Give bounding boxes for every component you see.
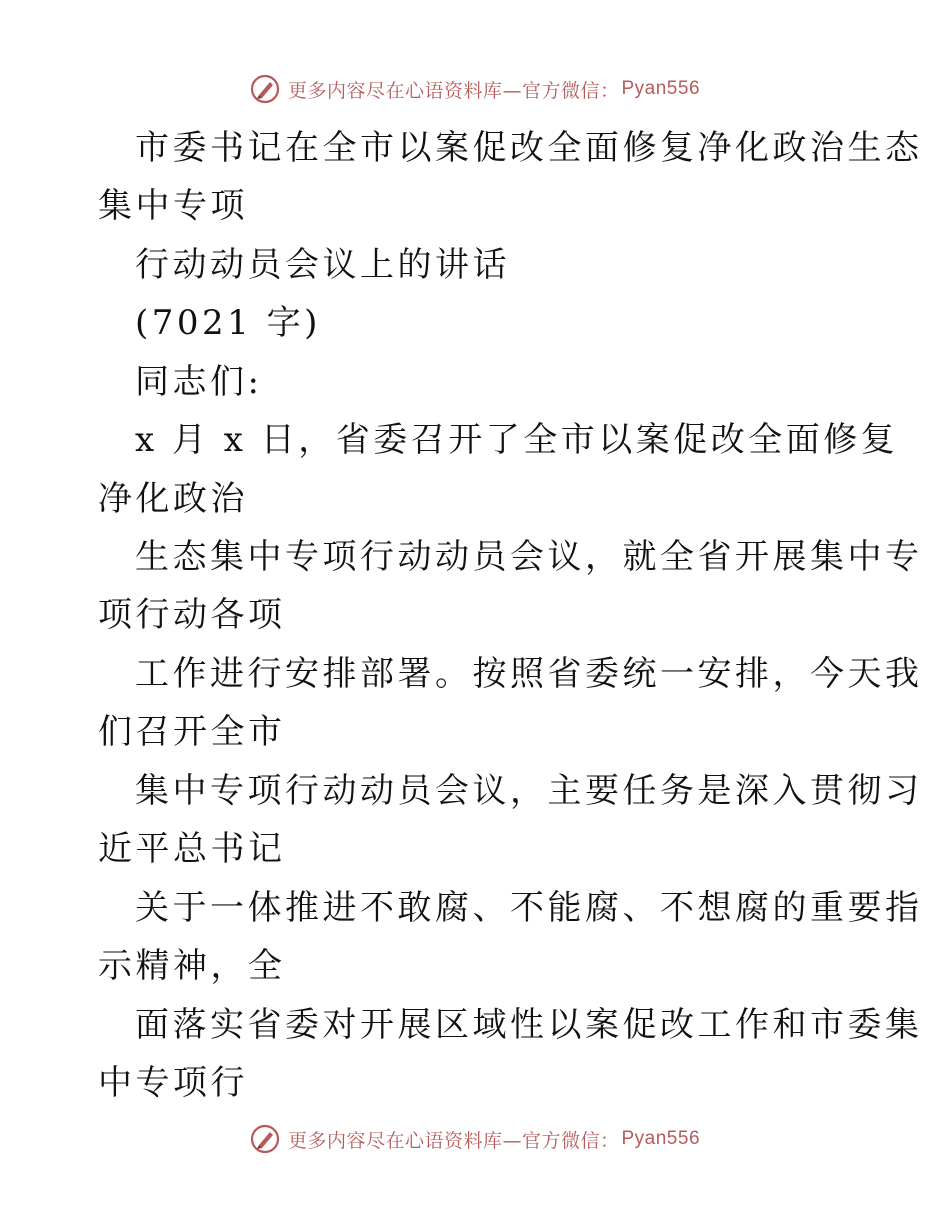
paragraph-line: 近平总书记 — [98, 829, 286, 869]
paragraph-line: 工作进行安排部署。按照省委统一安排，今天我 — [135, 654, 923, 694]
paragraph-line: 项行动各项 — [98, 595, 286, 635]
watermark-text: 更多内容尽在心语资料库—官方微信： — [287, 79, 620, 102]
salutation: 同志们: — [135, 362, 263, 402]
paragraph-line: 净化政治 — [98, 479, 248, 519]
watermark-handle: Pyan556 — [621, 78, 701, 99]
watermark-text: 更多内容尽在心语资料库—官方微信： — [287, 1129, 620, 1152]
paragraph-line: 集中专项行动动员会议，主要任务是深入贯彻习 — [135, 771, 923, 811]
pen-logo-icon — [250, 1124, 280, 1154]
title-line-3: 行动动员会议上的讲话 — [135, 245, 510, 285]
footer-watermark — [0, 1122, 950, 1156]
paragraph-line: 关于一体推进不敢腐、不能腐、不想腐的重要指 — [135, 888, 923, 928]
watermark-handle: Pyan556 — [621, 1128, 701, 1149]
paragraph-line: 面落实省委对开展区域性以案促改工作和市委集 — [135, 1005, 923, 1045]
title-line-2: 集中专项 — [98, 186, 248, 226]
paragraph-line: 生态集中专项行动动员会议，就全省开展集中专 — [135, 537, 923, 577]
title-line-1: 市委书记在全市以案促改全面修复净化政治生态 — [135, 128, 923, 168]
paragraph-line: 中专项行 — [98, 1063, 248, 1103]
paragraph-line: x 月 x 日，省委召开了全市以案促改全面修复 — [135, 420, 899, 460]
paragraph-line: 示精神，全 — [98, 946, 286, 986]
word-count: (7021 字) — [135, 303, 321, 343]
paragraph-line: 们召开全市 — [98, 712, 286, 752]
header-watermark — [0, 72, 950, 106]
pen-logo-icon — [250, 74, 280, 104]
